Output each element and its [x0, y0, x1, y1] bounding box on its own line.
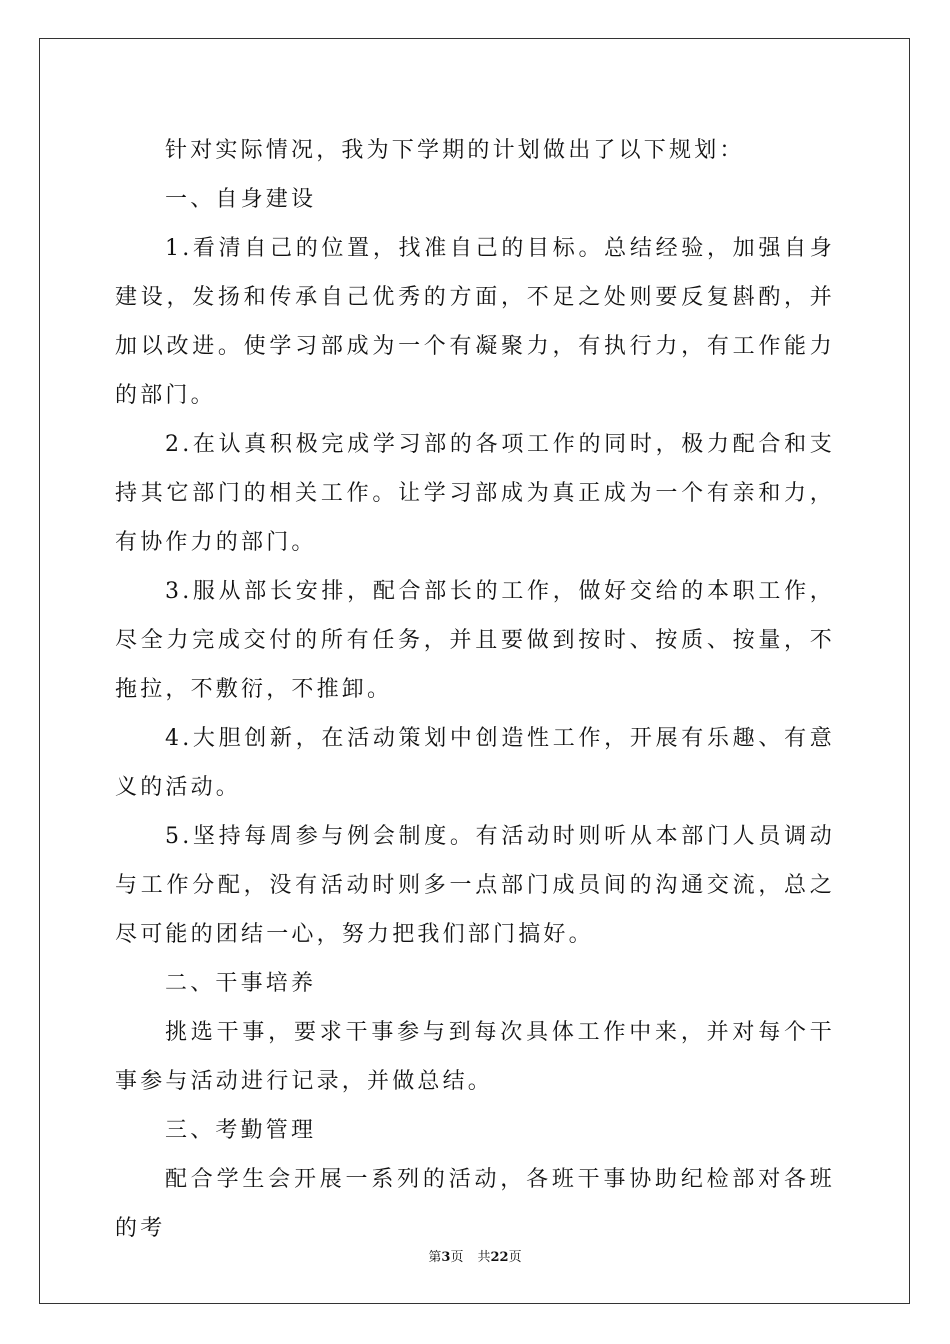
- paragraph-item-2: 2.在认真积极完成学习部的各项工作的同时，极力配合和支持其它部门的相关工作。让学习部成为真正成为一个有亲和力，有协作力的部门。: [115, 432, 835, 555]
- total-suffix: 页: [508, 1250, 522, 1265]
- paragraph-item-4: 4.大胆创新，在活动策划中创造性工作，开展有乐趣、有意义的活动。: [115, 726, 835, 800]
- paragraph-staff-training: 挑选干事，要求干事参与到每次具体工作中来，并对每个干事参与活动进行记录，并做总结。: [115, 1020, 835, 1094]
- paragraph-intro: 针对实际情况，我为下学期的计划做出了以下规划：: [165, 138, 745, 163]
- paragraph-item-5: 5.坚持每周参与例会制度。有活动时则听从本部门人员调动与工作分配，没有活动时则多一点部门成员间的沟通交流，总之尽可能的团结一心，努力把我们部门搞好。: [115, 824, 835, 947]
- page-total: 22: [490, 1250, 509, 1265]
- page-footer: [0, 1246, 950, 1265]
- paragraph-item-1: 1.看清自己的位置，找准自己的目标。总结经验，加强自身建设，发扬和传承自己优秀的方面，不足之处则要反复斟酌，并加以改进。使学习部成为一个有凝聚力，有执行力，有工作能力的部门。: [115, 236, 835, 408]
- document-body: [115, 126, 835, 1253]
- heading-self-building: 一、自身建设: [165, 187, 317, 212]
- paragraph-item-3: 3.服从部长安排，配合部长的工作，做好交给的本职工作，尽全力完成交付的所有任务，并且要做到按时、按质、按量，不拖拉，不敷衍，不推卸。: [115, 579, 835, 702]
- paragraph-attendance: 配合学生会开展一系列的活动，各班干事协助纪检部对各班的考: [115, 1167, 835, 1241]
- heading-staff-training: 二、干事培养: [165, 971, 317, 996]
- page-suffix: 页: [450, 1250, 464, 1265]
- page-prefix: 第: [428, 1250, 442, 1265]
- heading-attendance: 三、考勤管理: [165, 1118, 317, 1143]
- total-prefix: 共: [477, 1250, 491, 1265]
- page-current: 3: [441, 1250, 451, 1265]
